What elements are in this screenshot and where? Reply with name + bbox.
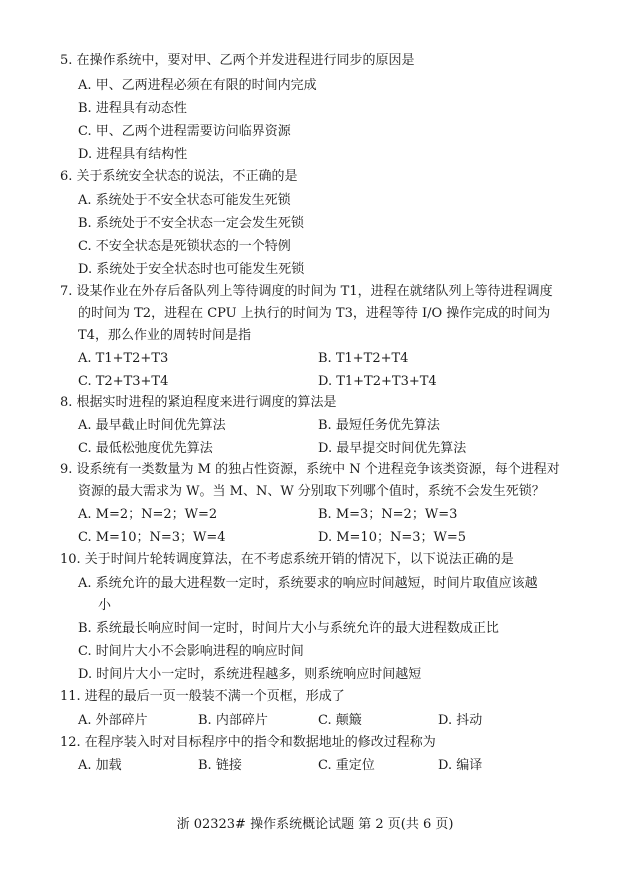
- question-12-stem: 12. 在程序装入时对目标程序中的指令和数据地址的修改过程称为: [60, 735, 436, 750]
- question-5-option-d: D. 进程具有结构性: [78, 147, 188, 162]
- question-8-option-a: A. 最早截止时间优先算法: [78, 418, 226, 433]
- question-8-option-d: D. 最早提交时间优先算法: [318, 441, 467, 456]
- question-12-option-a: A. 加载: [78, 758, 122, 773]
- question-8-option-b: B. 最短任务优先算法: [318, 418, 440, 433]
- question-5-option-a: A. 甲、乙两进程必须在有限的时间内完成: [78, 78, 317, 93]
- question-11-stem: 11. 进程的最后一页一般装不满一个页框，形成了: [60, 689, 345, 704]
- question-12-option-c: C. 重定位: [318, 758, 375, 773]
- question-6-option-b: B. 系统处于不安全状态一定会发生死锁: [78, 216, 304, 231]
- question-11-option-d: D. 抖动: [438, 713, 483, 728]
- question-5-stem: 5. 在操作系统中，要对甲、乙两个并发进程进行同步的原因是: [60, 53, 415, 68]
- question-11-option-c: C. 颠簸: [318, 713, 362, 728]
- question-9-option-c: C. M=10；N=3；W=4: [78, 530, 226, 545]
- question-12-option-b: B. 链接: [198, 758, 242, 773]
- question-9-option-b: B. M=3；N=2；W=3: [318, 507, 458, 522]
- question-9-option-d: D. M=10；N=3；W=5: [318, 530, 467, 545]
- question-10-option-d: D. 时间片大小一定时，系统进程越多，则系统响应时间越短: [78, 667, 422, 682]
- question-6-option-c: C. 不安全状态是死锁状态的一个特例: [78, 239, 291, 254]
- question-7-option-b: B. T1+T2+T4: [318, 351, 409, 366]
- question-6-option-d: D. 系统处于安全状态时也可能发生死锁: [78, 262, 305, 277]
- question-7-option-d: D. T1+T2+T3+T4: [318, 374, 437, 389]
- question-11-option-b: B. 内部碎片: [198, 713, 268, 728]
- question-9-option-a: A. M=2；N=2；W=2: [78, 507, 218, 522]
- page-footer: 浙 02323# 操作系统概论试题 第 2 页(共 6 页): [176, 817, 454, 832]
- question-10-option-a: A. 系统允许的最大进程数一定时，系统要求的响应时间越短，时间片取值应该越: [78, 576, 538, 591]
- question-5-option-b: B. 进程具有动态性: [78, 101, 187, 116]
- question-8-option-c: C. 最低松弛度优先算法: [78, 441, 213, 456]
- question-9-stem-line-1: 9. 设系统有一类数量为 M 的独占性资源，系统中 N 个进程竞争该类资源，每个进程对: [60, 462, 560, 477]
- question-10-option-b: B. 系统最长响应时间一定时，时间片大小与系统允许的最大进程数成正比: [78, 621, 499, 636]
- question-7-option-c: C. T2+T3+T4: [78, 374, 169, 389]
- question-8-stem: 8. 根据实时进程的紧迫程度来进行调度的算法是: [60, 395, 337, 410]
- question-6-option-a: A. 系统处于不安全状态可能发生死锁: [78, 193, 291, 208]
- question-7-stem-line-3: T4，那么作业的周转时间是指: [78, 328, 251, 343]
- question-7-stem-line-2: 的时间为 T2，进程在 CPU 上执行的时间为 T3，进程等待 I/O 操作完成的时间为: [78, 306, 551, 321]
- question-10-option-a-continued: 小: [98, 598, 112, 613]
- question-7-stem-line-1: 7. 设某作业在外存后备队列上等待调度的时间为 T1，进程在就绪队列上等待进程调度: [60, 284, 553, 299]
- question-10-option-c: C. 时间片大小不会影响进程的响应时间: [78, 644, 304, 659]
- question-7-option-a: A. T1+T2+T3: [78, 351, 169, 366]
- question-9-stem-line-2: 资源的最大需求为 W。当 M、N、W 分别取下列哪个值时，系统不会发生死锁？: [78, 484, 545, 499]
- question-12-option-d: D. 编译: [438, 758, 483, 773]
- question-11-option-a: A. 外部碎片: [78, 713, 148, 728]
- question-5-option-c: C. 甲、乙两个进程需要访问临界资源: [78, 124, 291, 139]
- question-6-stem: 6. 关于系统安全状态的说法，不正确的是: [60, 169, 298, 184]
- question-10-stem: 10. 关于时间片轮转调度算法，在不考虑系统开销的情况下，以下说法正确的是: [60, 552, 514, 567]
